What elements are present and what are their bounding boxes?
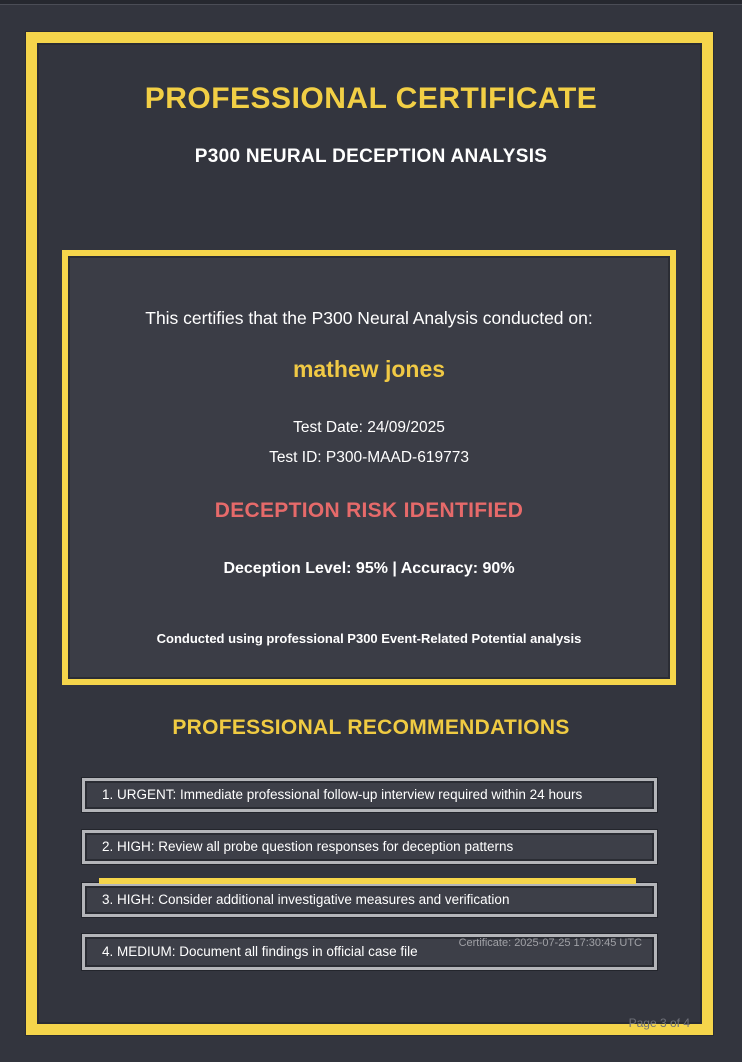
deception-metrics: Deception Level: 95% | Accuracy: 90% <box>223 560 515 577</box>
certificate-details-box <box>62 250 676 685</box>
page-title: PROFESSIONAL CERTIFICATE <box>144 82 598 115</box>
recommendation-item-3: 3. HIGH: Consider additional investigative measures and verification <box>82 883 657 917</box>
certificate-timestamp: Certificate: 2025-07-25 17:30:45 UTC <box>458 937 642 949</box>
certify-statement: This certifies that the P300 Neural Analysis conducted on: <box>145 308 593 328</box>
accent-bar <box>99 878 636 884</box>
recommendation-item-1: 1. URGENT: Immediate professional follow-up interview required within 24 hours <box>82 778 657 812</box>
page-number: Page 3 of 4 <box>628 1016 690 1030</box>
analysis-method-note: Conducted using professional P300 Event-Related Potential analysis <box>156 631 582 646</box>
page-top-edge <box>0 0 742 5</box>
recommendation-item-4: 4. MEDIUM: Document all findings in official case file <box>82 934 657 970</box>
page-subtitle: P300 NEURAL DECEPTION ANALYSIS <box>194 146 548 167</box>
test-id: Test ID: P300-MAAD-619773 <box>269 449 469 466</box>
test-date: Test Date: 24/09/2025 <box>293 419 445 436</box>
risk-status: DECEPTION RISK IDENTIFIED <box>214 499 524 522</box>
recommendations-heading: PROFESSIONAL RECOMMENDATIONS <box>172 716 570 739</box>
recommendation-item-2: 2. HIGH: Review all probe question responses for deception patterns <box>82 830 657 864</box>
subject-name: mathew jones <box>292 356 446 382</box>
